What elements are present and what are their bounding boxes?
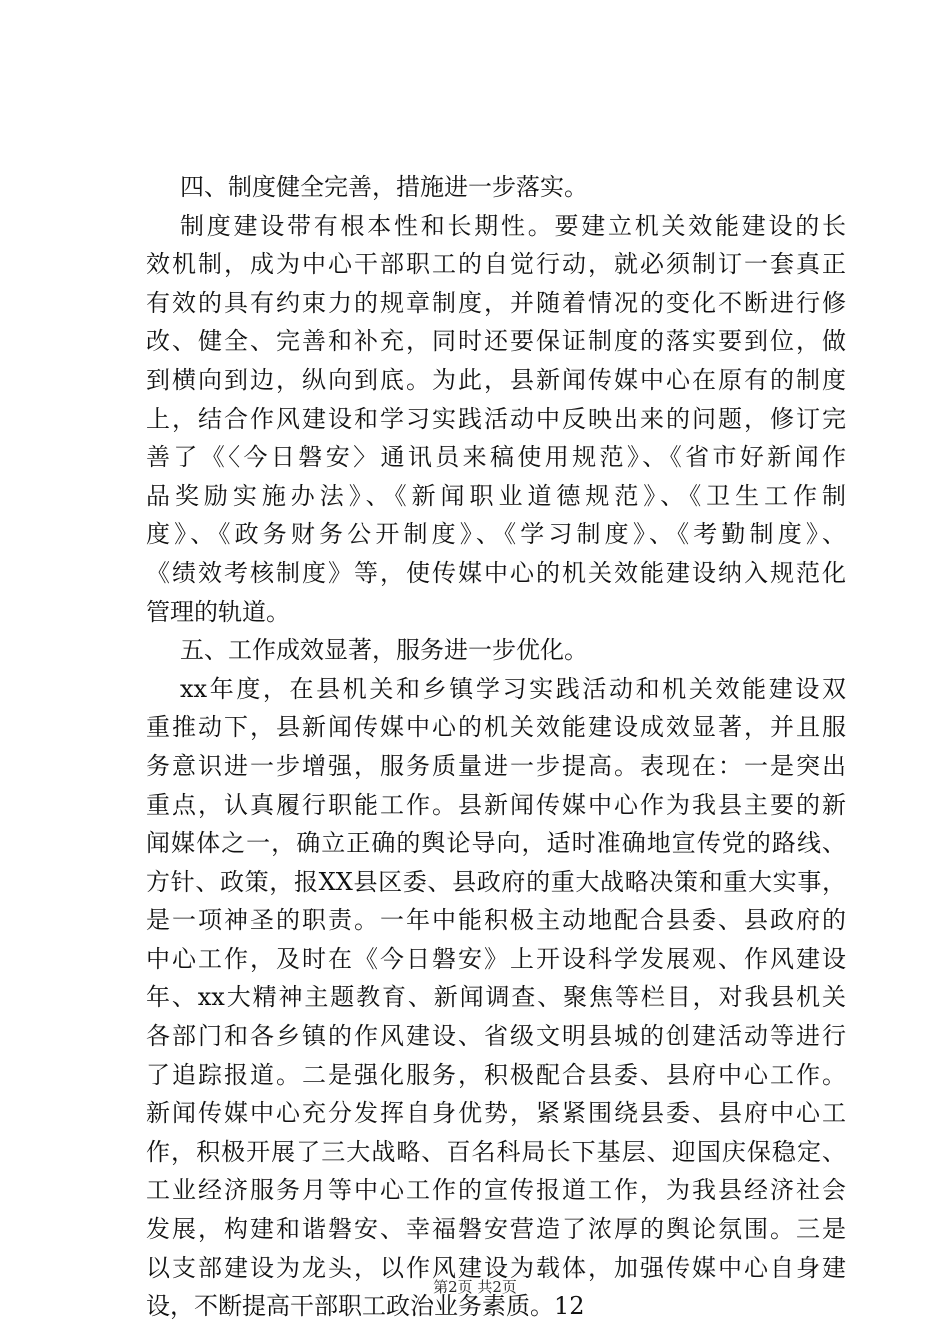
paragraph-line: 方针、政策，报XX县区委、县政府的重大战略决策和重大实事， <box>146 867 846 896</box>
document-body <box>146 168 846 1326</box>
paragraph-line: 发展，构建和谐磐安、幸福磐安营造了浓厚的舆论氛围。三是 <box>146 1215 846 1244</box>
paragraph-line: 到横向到边，纵向到底。为此，县新闻传媒中心在原有的制度 <box>146 365 846 394</box>
paragraph-line: 效机制，成为中心干部职工的自觉行动，就必须制订一套真正 <box>146 250 846 279</box>
paragraph-line: 制度建设带有根本性和长期性。要建立机关效能建设的长 <box>180 211 846 240</box>
page-footer: 第2页 共2页 <box>433 1278 517 1296</box>
paragraph-line: 各部门和各乡镇的作风建设、省级文明县城的创建活动等进行 <box>146 1022 846 1051</box>
paragraph-line: 了追踪报道。二是强化服务，积极配合县委、县府中心工作。 <box>146 1060 846 1089</box>
paragraph-line: 改、健全、完善和补充，同时还要保证制度的落实要到位，做 <box>146 327 846 356</box>
paragraph-line: 度》、《政务财务公开制度》、《学习制度》、《考勤制度》、 <box>146 520 846 549</box>
paragraph-line: 中心工作，及时在《今日磐安》上开设科学发展观、作风建设 <box>146 944 846 973</box>
section-heading-4: 四、制度健全完善，措施进一步落实。 <box>180 173 588 201</box>
paragraph-line: 务意识进一步增强，服务质量进一步提高。表现在：一是突出 <box>146 751 846 780</box>
paragraph-line: xx年度，在县机关和乡镇学习实践活动和机关效能建设双 <box>180 674 846 703</box>
paragraph-line: 品奖励实施办法》、《新闻职业道德规范》、《卫生工作制 <box>146 481 846 510</box>
paragraph-line: 重推动下，县新闻传媒中心的机关效能建设成效显著，并且服 <box>146 713 846 742</box>
paragraph-line: 有效的具有约束力的规章制度，并随着情况的变化不断进行修 <box>146 288 846 317</box>
paragraph-line: 年、xx大精神主题教育、新闻调查、聚焦等栏目，对我县机关 <box>146 983 846 1012</box>
paragraph-line: 设，不断提高干部职工政治业务素质。12 <box>146 1292 585 1321</box>
paragraph-line: 作，积极开展了三大战略、百名科局长下基层、迎国庆保稳定、 <box>146 1137 846 1166</box>
paragraph-line: 新闻传媒中心充分发挥自身优势，紧紧围绕县委、县府中心工 <box>146 1099 846 1128</box>
paragraph-line: 上，结合作风建设和学习实践活动中反映出来的问题，修订完 <box>146 404 846 433</box>
paragraph-line: 善了《〈今日磐安〉通讯员来稿使用规范》、《省市好新闻作 <box>146 443 846 472</box>
paragraph-line: 闻媒体之一，确立正确的舆论导向，适时准确地宣传党的路线、 <box>146 829 846 858</box>
paragraph-line: 以支部建设为龙头，以作风建设为载体，加强传媒中心自身建 <box>146 1253 846 1282</box>
paragraph-line: 管理的轨道。 <box>146 597 290 626</box>
paragraph-line: 重点，认真履行职能工作。县新闻传媒中心作为我县主要的新 <box>146 790 846 819</box>
section-heading-5: 五、工作成效显著，服务进一步优化。 <box>180 636 588 665</box>
paragraph-line: 是一项神圣的职责。一年中能积极主动地配合县委、县政府的 <box>146 906 846 935</box>
paragraph-line: 《绩效考核制度》等，使传媒中心的机关效能建设纳入规范化 <box>146 558 846 587</box>
paragraph-line: 工业经济服务月等中心工作的宣传报道工作，为我县经济社会 <box>146 1176 846 1205</box>
